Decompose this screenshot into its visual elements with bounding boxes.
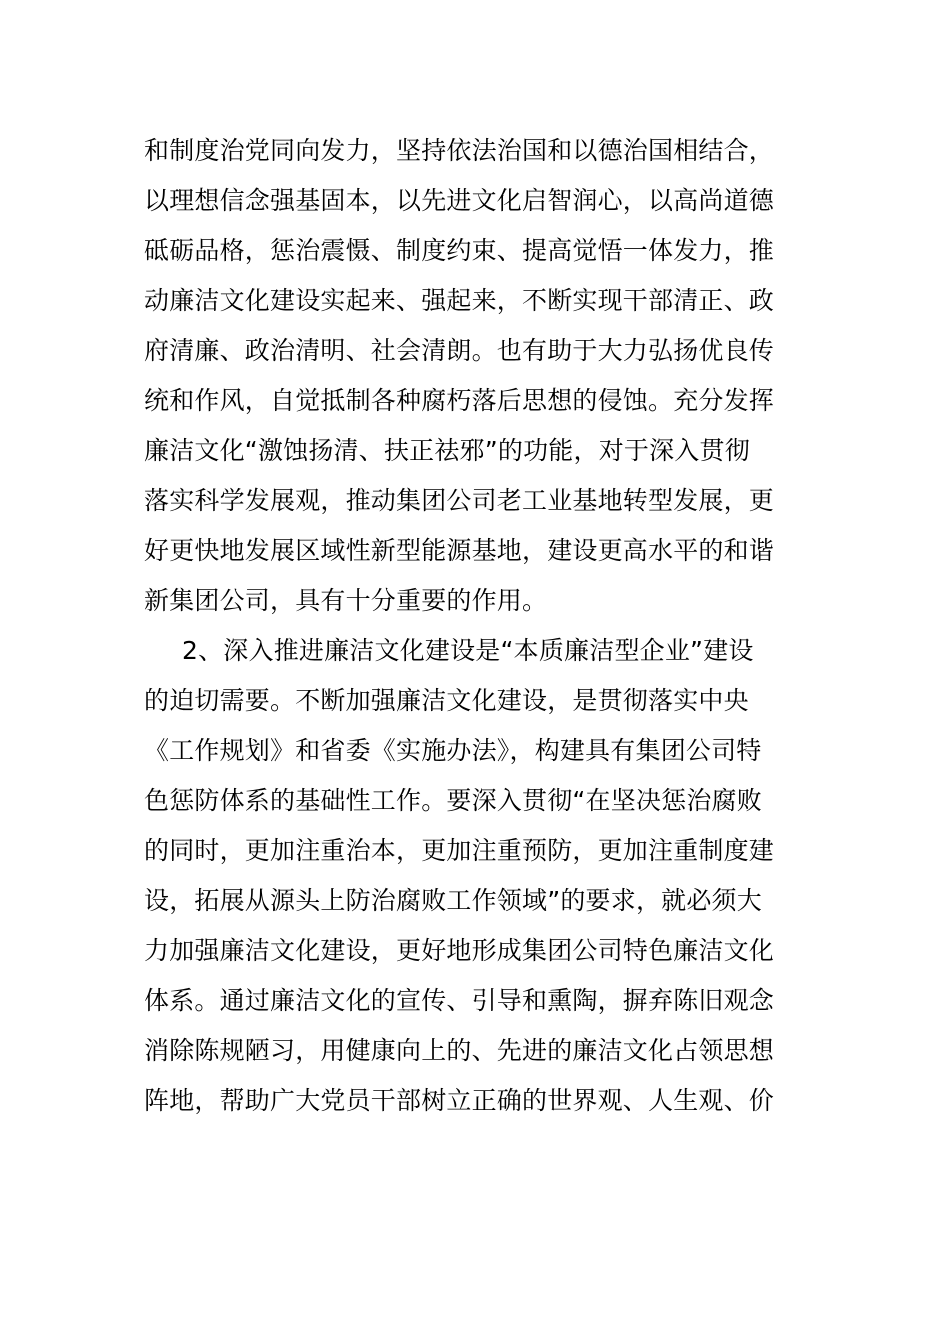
text-line: 好更快地发展区域性新型能源基地，建设更高水平的和谐: [144, 536, 775, 565]
text-line: 落实科学发展观，推动集团公司老工业基地转型发展，更: [144, 486, 775, 515]
text-line: 消除陈规陋习，用健康向上的、先进的廉洁文化占领思想: [144, 1036, 775, 1065]
text-line: 和制度治党同向发力，坚持依法治国和以德治国相结合，: [144, 136, 775, 165]
text-line: 砥砺品格，惩治震慑、制度约束、提高觉悟一体发力，推: [144, 236, 775, 265]
text-line: 的迫切需要。不断加强廉洁文化建设，是贯彻落实中央: [144, 686, 749, 715]
body-text: [144, 126, 816, 1126]
text-line: 设，拓展从源头上防治腐败工作领域”的要求，就必须大: [144, 886, 762, 915]
text-line: 力加强廉洁文化建设，更好地形成集团公司特色廉洁文化: [144, 936, 775, 965]
text-line: 统和作风，自觉抵制各种腐朽落后思想的侵蚀。充分发挥: [144, 386, 775, 415]
text-line: 新集团公司，具有十分重要的作用。: [144, 586, 548, 615]
text-line: 色惩防体系的基础性工作。要深入贯彻“在坚决惩治腐败: [144, 786, 762, 815]
text-line: 阵地，帮助广大党员干部树立正确的世界观、人生观、价: [144, 1086, 775, 1115]
paragraph-start-line: 2、深入推进廉洁文化建设是“本质廉洁型企业”建设: [182, 636, 754, 665]
text-line: 府清廉、政治清明、社会清朗。也有助于大力弘扬优良传: [144, 336, 775, 365]
text-line: 廉洁文化“激蚀扬清、扶正祛邪”的功能，对于深入贯彻: [144, 436, 750, 465]
text-line: 以理想信念强基固本，以先进文化启智润心，以高尚道德: [144, 186, 775, 215]
text-line: 体系。通过廉洁文化的宣传、引导和熏陶，摒弃陈旧观念: [144, 986, 775, 1015]
text-line: 《工作规划》和省委《实施办法》，构建具有集团公司特: [144, 736, 762, 765]
text-line: 的同时，更加注重治本，更加注重预防，更加注重制度建: [144, 836, 775, 865]
text-line: 动廉洁文化建设实起来、强起来，不断实现干部清正、政: [144, 286, 775, 315]
